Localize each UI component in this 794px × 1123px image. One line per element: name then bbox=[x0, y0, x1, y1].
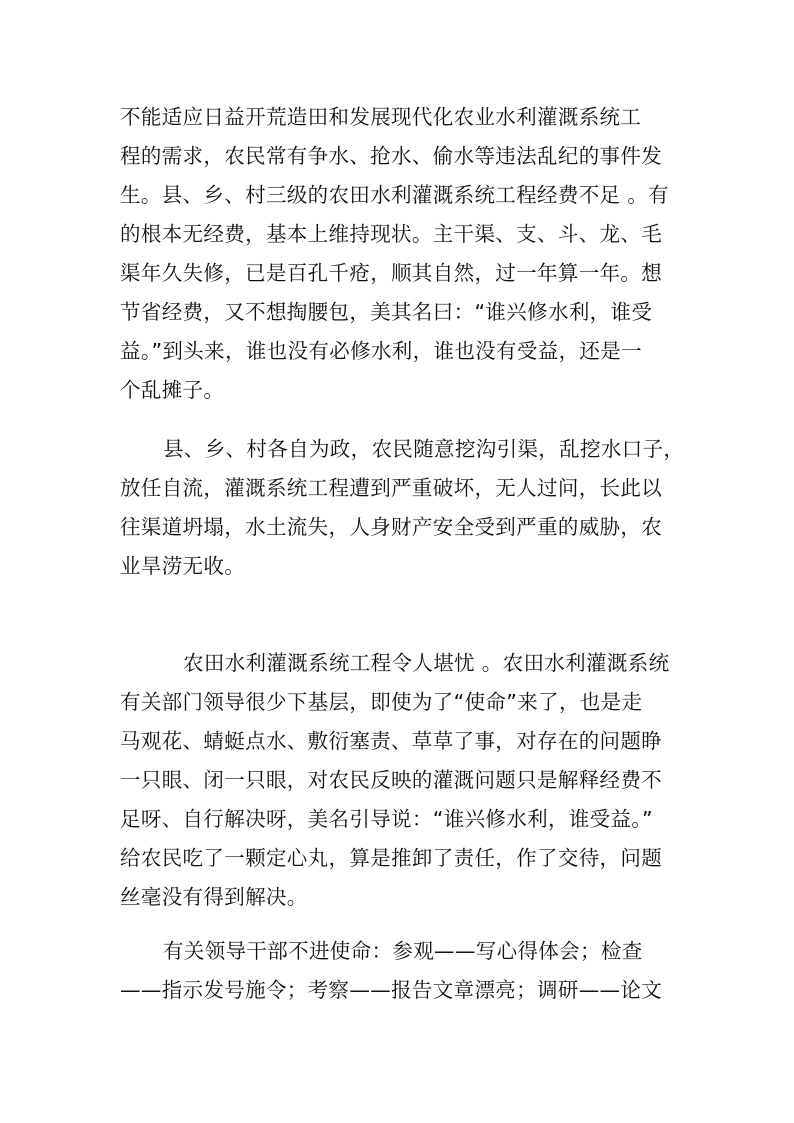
paragraph-first-line: 有关领导干部不进使命：参观——写心得体会；检查 bbox=[163, 939, 643, 963]
text-line: 丝毫没有得到解决。 bbox=[120, 885, 308, 909]
text-line: 往渠道坍塌，水土流失，人身财产安全受到严重的威胁，农 bbox=[120, 515, 663, 539]
paragraph-first-line: 县、乡、村各自为政，农民随意挖沟引渠，乱挖水口子， bbox=[163, 437, 685, 461]
text-line: 益。”到头来，谁也没有必修水利，谁也没有受益，还是一 bbox=[120, 339, 642, 363]
text-line: 一只眼、闭一只眼，对农民反映的灌溉问题只是解释经费不 bbox=[120, 768, 663, 792]
text-line: 马观花、蜻蜓点水、敷衍塞责、草草了事，对存在的问题睁 bbox=[120, 729, 663, 753]
text-line: 程的需求，农民常有争水、抢水、偷水等违法乱纪的事件发 bbox=[120, 144, 663, 168]
text-line: 渠年久失修，已是百孔千疮，顺其自然，过一年算一年。想 bbox=[120, 261, 663, 285]
text-line: 有关部门领导很少下基层，即使为了“使命”来了，也是走 bbox=[120, 690, 643, 714]
text-line: 业旱涝无收。 bbox=[120, 554, 246, 578]
text-line: 不能适应日益开荒造田和发展现代化农业水利灌溉系统工 bbox=[120, 105, 642, 129]
text-line: 个乱摊子。 bbox=[120, 378, 225, 402]
text-line: 给农民吃了一颗定心丸，算是推卸了责任，作了交待，问题 bbox=[120, 846, 663, 870]
text-line: ——指示发号施令；考察——报告文章漂亮；调研——论文 bbox=[120, 978, 663, 1002]
paragraph-first-line: 农田水利灌溉系统工程令人堪忧 。农田水利灌溉系统 bbox=[183, 651, 670, 675]
text-line: 放任自流，灌溉系统工程遭到严重破坏，无人过问，长此以 bbox=[120, 476, 663, 500]
text-line: 足呀、自行解决呀，美名引导说：“谁兴修水利，谁受益。” bbox=[120, 807, 653, 831]
text-line: 的根本无经费，基本上维持现状。主干渠、支、斗、龙、毛 bbox=[120, 222, 663, 246]
text-line: 生。县、乡、村三级的农田水利灌溉系统工程经费不足 。有 bbox=[120, 183, 669, 207]
text-line: 节省经费，又不想掏腰包，美其名曰：“谁兴修水利，谁受 bbox=[120, 300, 653, 324]
